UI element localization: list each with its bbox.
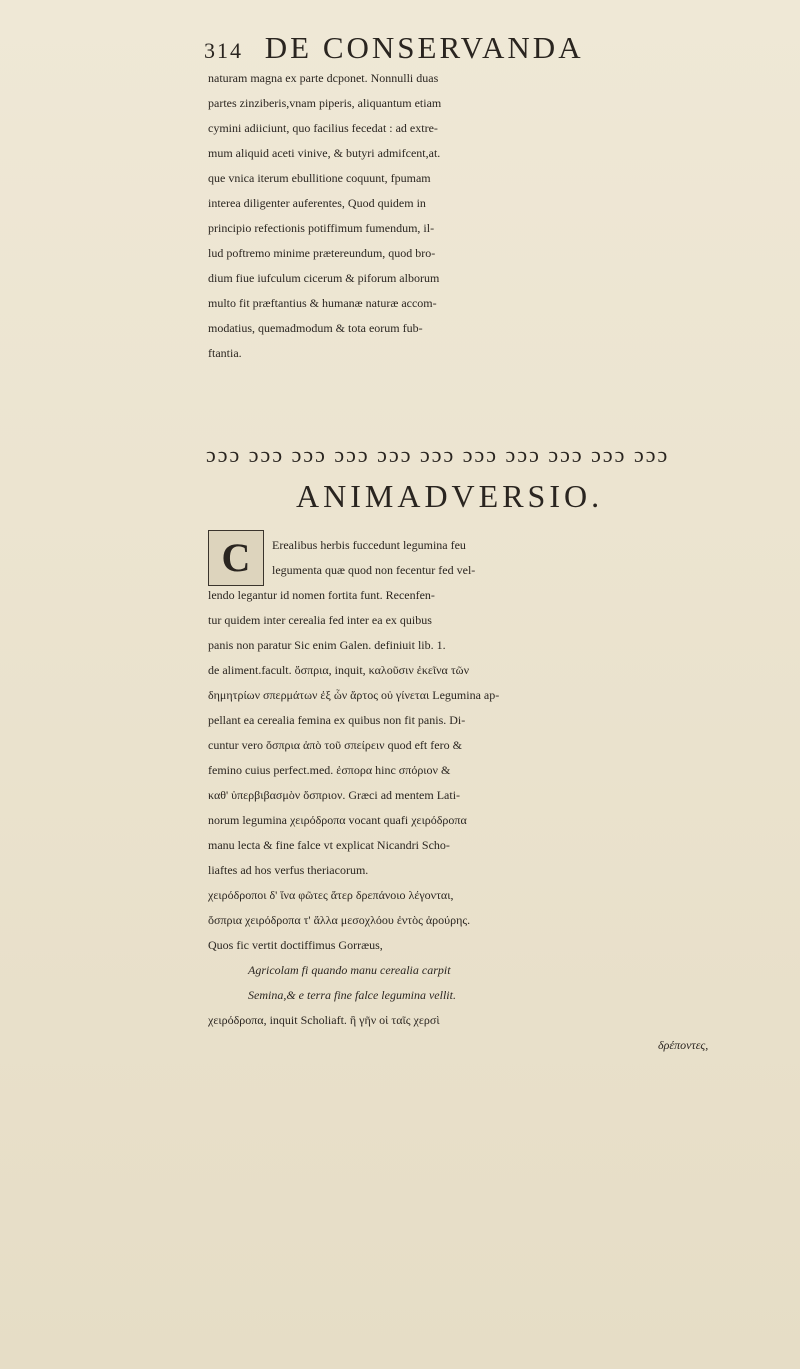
text-line: norum legumina χειρόδροπα vocant quafi χειρόδροπα [208,813,467,827]
text-line: Quos fic vertit doctiffimus Gorræus, [208,938,383,952]
text-line: modatius, quemadmodum & tota eorum fub- [208,321,423,335]
text-line: Erealibus herbis fuccedunt legumina feu [272,538,466,552]
text-line: naturam magna ex parte dcponet. Nonnulli duas [208,71,439,85]
text-line: cuntur vero ὄσπρια ἀπὸ τοῦ σπείρειν quod eft fero & [208,738,462,752]
text-line: δρέποντες, [658,1038,709,1052]
running-header [204,24,704,72]
running-title: DE CONSERVANDA [264,30,584,65]
text-line: lendo legantur id nomen fortita funt. Recenfen- [208,588,435,602]
text-line: manu lecta & fine falce vt explicat Nicandri Scho- [208,838,450,852]
drop-cap: C [208,530,264,586]
text-line: lud poftremo minime prætereundum, quod bro- [208,246,436,260]
text-line: Semina,& e terra fine falce legumina vellit. [248,988,456,1002]
text-line: χειρόδροποι δ' ἵνα φῶτες ἄτερ δρεπάνοιο λέγονται, [208,888,454,902]
paragraph-continued [208,66,800,366]
text-line: legumenta quæ quod non fecentur fed vel- [272,563,476,577]
text-line: interea diligenter auferentes, Quod quidem in [208,196,426,210]
text-line: χειρόδροπα, inquit Scholiaft. ἣ γῆν οἱ ταῖς χερσὶ [208,1013,440,1027]
text-line: δημητρίων σπερμάτων ἐξ ὧν ἄρτος οὐ γίνεται Legumina ap- [208,688,500,702]
text-line: mum aliquid aceti vinive, & butyri admifcent,at. [208,146,441,160]
text-line: dium fiue iufculum cicerum & piforum alborum [208,271,440,285]
text-line: Agricolam fi quando manu cerealia carpit [248,963,451,977]
text-line: que vnica iterum ebullitione coquunt, fpumam [208,171,431,185]
text-line: ὄσπρια χειρόδροπα τ' ἄλλα μεσοχλόου ἐντὸς ἀρούρης. [208,913,471,927]
text-line: tur quidem inter cerealia fed inter ea ex quibus [208,613,432,627]
page-number: 314 [204,38,243,63]
text-line: καθ' ὑπερβιβασμὸν ὄσπριον. Græci ad mentem Lati- [208,788,461,802]
section-title: ANIMADVERSIO. [296,478,604,514]
text-line: de aliment.facult. ὄσπρια, inquit, καλοῦσιν ἐκεῖνα τῶν [208,663,469,677]
text-line: femino cuius perfect.med. ἐσπορα hinc σπόριον & [208,763,451,777]
text-line: ftantia. [208,346,242,360]
text-line: pellant ea cerealia femina ex quibus non fit panis. Di- [208,713,466,727]
animadversio-text [208,533,800,1058]
text-line: partes zinziberis,vnam piperis, aliquantum etiam [208,96,442,110]
text-line: multo fit præftantius & humanæ naturæ accom- [208,296,437,310]
text-line: cymini adiiciunt, quo facilius fecedat : ad extre- [208,121,438,135]
text-line: panis non paratur Sic enim Galen. definiuit lib. 1. [208,638,446,652]
text-line: principio refectionis potiffimum fumendum, il- [208,221,435,235]
text-line: liaftes ad hos verfus theriacorum. [208,863,369,877]
decorative-border: ɔɔɔ ɔɔɔ ɔɔɔ ɔɔɔ ɔɔɔ ɔɔɔ ɔɔɔ ɔɔɔ ɔɔɔ ɔɔɔ ɔɔɔ [206,442,670,467]
